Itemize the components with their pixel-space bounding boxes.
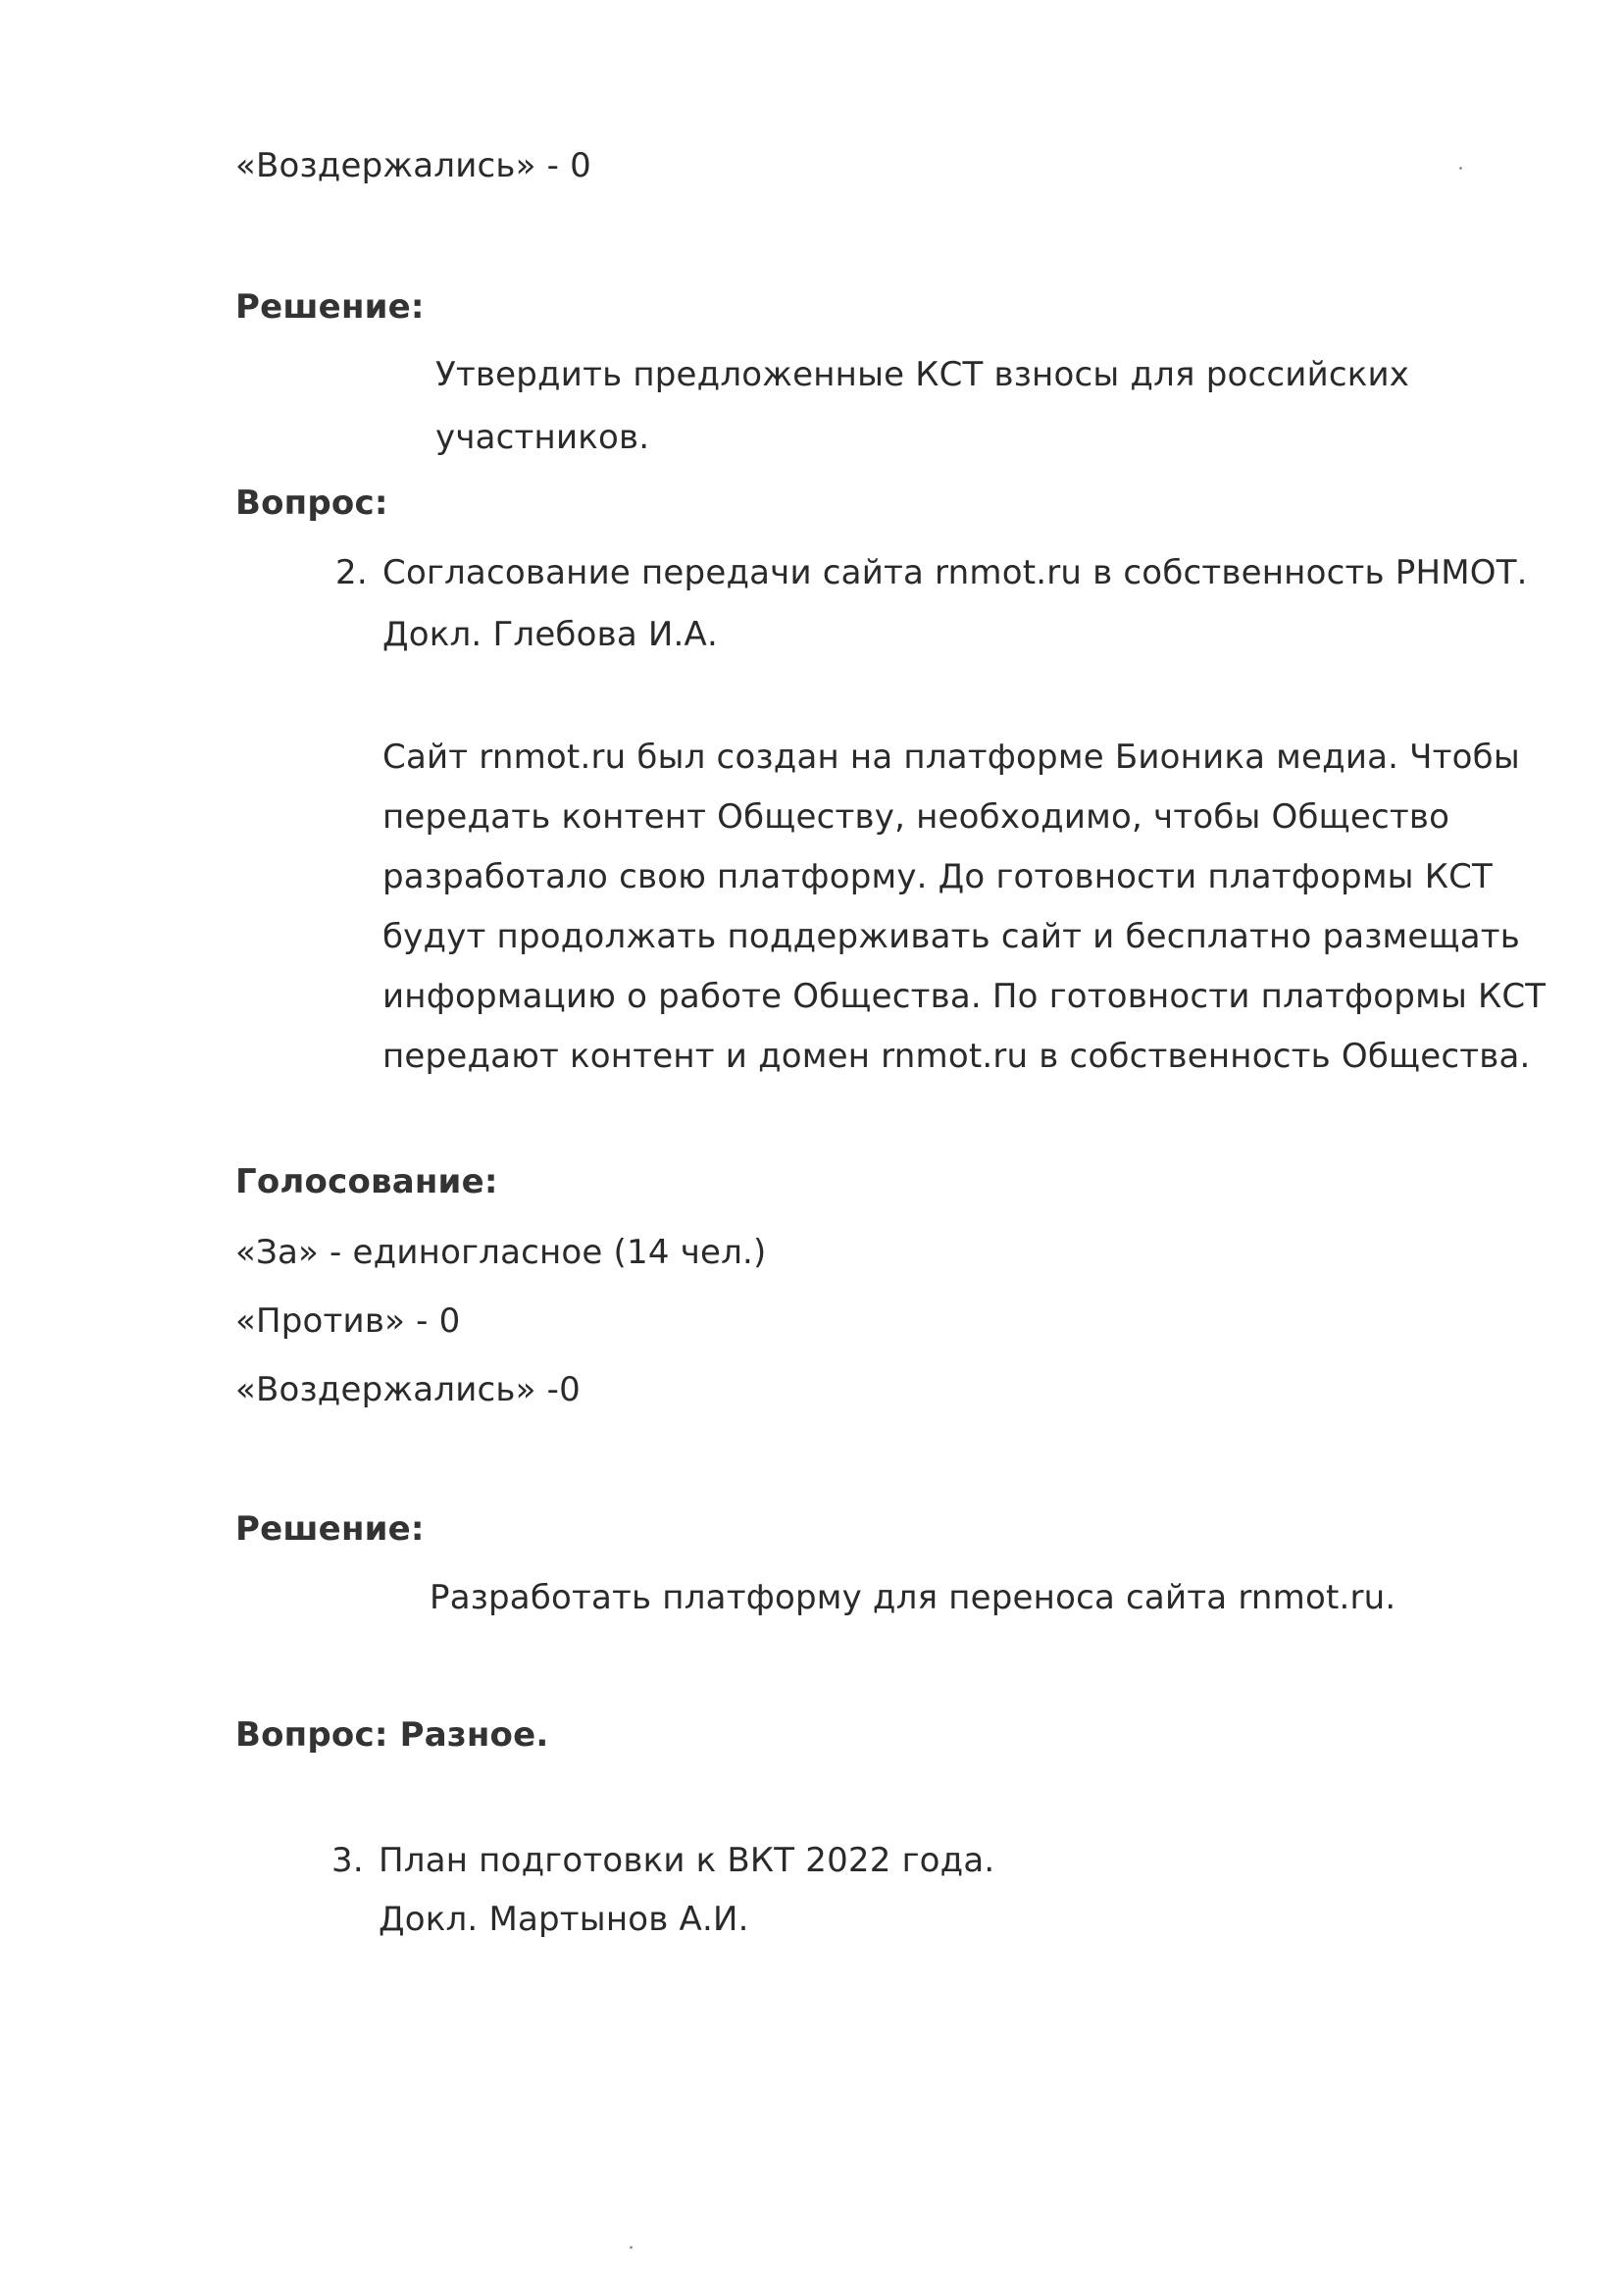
question-misc-heading: Вопрос: Разное.: [235, 1715, 549, 1755]
decision-heading: Решение:: [235, 287, 425, 327]
vote-against-line: «Против» - 0: [235, 1301, 461, 1341]
decision-text-line: Разработать платформу для переноса сайта rnmot.ru.: [430, 1578, 1396, 1617]
agenda-item-number: 3.: [331, 1841, 364, 1880]
report-body-line: разработало свою платформу. До готовности платформы КСТ: [382, 857, 1493, 896]
report-body-line: будут продолжать поддерживать сайт и бесплатно размещать: [382, 917, 1521, 956]
scan-speck: [1459, 167, 1462, 170]
agenda-item-title: [331, 1841, 995, 1880]
agenda-item-number: 2.: [335, 553, 368, 592]
agenda-item-speaker: Докл. Глебова И.А.: [382, 615, 718, 654]
agenda-item-title-text: Согласование передачи сайта rnmot.ru в собственность РНМОТ.: [382, 553, 1528, 592]
agenda-item-speaker: Докл. Мартынов А.И.: [379, 1900, 749, 1939]
scan-speck: [630, 2246, 633, 2249]
abstained-vote-line-top: «Воздержались» - 0: [235, 146, 591, 185]
decision-text-line: участников.: [435, 418, 650, 457]
agenda-item-title-text: План подготовки к ВКТ 2022 года.: [379, 1841, 995, 1880]
report-body-line: передать контент Обществу, необходимо, чтобы Общество: [382, 797, 1450, 837]
report-body-line: передают контент и домен rnmot.ru в собственность Общества.: [382, 1037, 1531, 1076]
decision-heading: Решение:: [235, 1509, 425, 1549]
vote-abstained-line: «Воздержались» -0: [235, 1370, 581, 1409]
decision-text-line: Утвердить предложенные КСТ взносы для российских: [435, 355, 1410, 394]
report-body-line: Сайт rnmot.ru был создан на платформе Бионика медиа. Чтобы: [382, 738, 1520, 777]
report-body-line: информацию о работе Общества. По готовности платформы КСТ: [382, 977, 1547, 1016]
vote-for-line: «За» - единогласное (14 чел.): [235, 1233, 767, 1272]
voting-heading: Голосование:: [235, 1162, 498, 1201]
agenda-item-title: [335, 553, 1528, 592]
question-heading: Вопрос:: [235, 484, 388, 523]
